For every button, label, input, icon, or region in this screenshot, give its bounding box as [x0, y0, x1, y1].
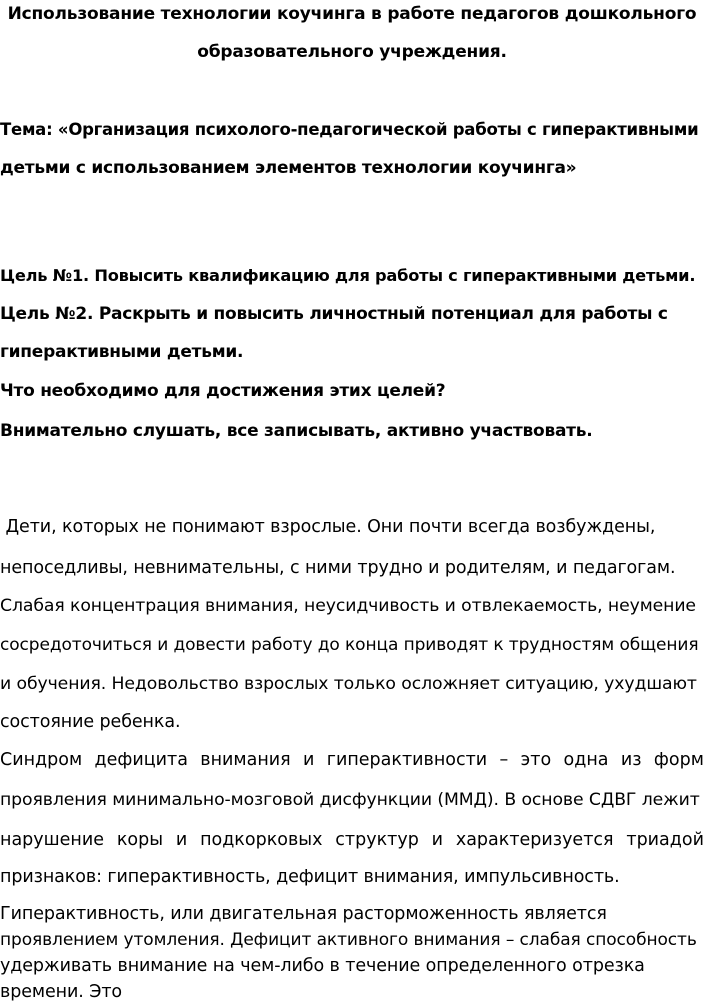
paragraph-2-line-1	[0, 750, 704, 770]
goal-1: Цель №1. Повысить квалификацию для работы с гиперактивными детьми.	[0, 266, 696, 285]
goals-answer: Внимательно слушать, все записывать, активно участвовать.	[0, 421, 593, 441]
goals-question: Что необходимо для достижения этих целей?	[0, 381, 446, 401]
goal-2-line-2: гиперактивными детьми.	[0, 342, 244, 362]
word: структур	[335, 830, 419, 850]
word: из	[620, 750, 642, 770]
paragraph-2-line-4: признаков: гиперактивность, дефицит внимания, импульсивность.	[0, 867, 620, 887]
topic-line-2: детьми с использованием элементов технологии коучинга»	[0, 158, 577, 178]
word: одна	[563, 750, 609, 770]
document-title-line-1: Использование технологии коучинга в работе педагогов дошкольного	[7, 4, 697, 24]
paragraph-3-line-3: удерживать внимание на чем-либо в течение определенного отрезка	[0, 956, 645, 976]
word: коры	[116, 830, 164, 850]
word: Синдром	[0, 750, 83, 770]
topic-line-1: Тема: «Организация психолого-педагогической работы с гиперактивными	[0, 120, 699, 139]
paragraph-2-line-3	[0, 830, 704, 850]
word: подкорковых	[200, 830, 323, 850]
word: –	[499, 750, 509, 770]
word: это	[520, 750, 552, 770]
paragraph-1-line-3: Слабая концентрация внимания, неусидчивость и отвлекаемость, неумение	[0, 596, 696, 616]
paragraph-1-line-4: сосредоточиться и довести работу до конца приводят к трудностям общения	[0, 635, 699, 655]
word: дефицита	[94, 750, 188, 770]
word: характеризуется	[455, 830, 614, 850]
paragraph-3-line-1: Гиперактивность, или двигательная расторможенность является	[0, 904, 607, 924]
goal-2-line-1: Цель №2. Раскрыть и повысить личностный потенциал для работы с	[0, 304, 668, 324]
document-title-line-2: образовательного учреждения.	[197, 42, 507, 62]
paragraph-1-line-2: непоседливы, невнимательны, с ними трудно и родителям, и педагогам.	[0, 558, 676, 578]
word: и	[175, 830, 188, 850]
paragraph-2-line-2: проявления минимально-мозговой дисфункции (ММД). В основе СДВГ лежит	[0, 790, 700, 810]
word: и	[303, 750, 315, 770]
paragraph-3-line-2: проявлением утомления. Дефицит активного внимания – слабая способность	[0, 930, 697, 950]
paragraph-1-line-6: состояние ребенка.	[0, 712, 181, 732]
word: гиперактивности	[326, 750, 488, 770]
paragraph-1-line-5: и обучения. Недовольство взрослых только осложняет ситуацию, ухудшают	[0, 674, 697, 694]
paragraph-3-line-4: времени. Это	[0, 982, 123, 1002]
word: форм	[653, 750, 704, 770]
paragraph-1-line-1: Дети, которых не понимают взрослые. Они почти всегда возбуждены,	[0, 517, 656, 537]
word: триадой	[626, 830, 704, 850]
word: и	[431, 830, 444, 850]
word: внимания	[200, 750, 291, 770]
word: нарушение	[0, 830, 104, 850]
